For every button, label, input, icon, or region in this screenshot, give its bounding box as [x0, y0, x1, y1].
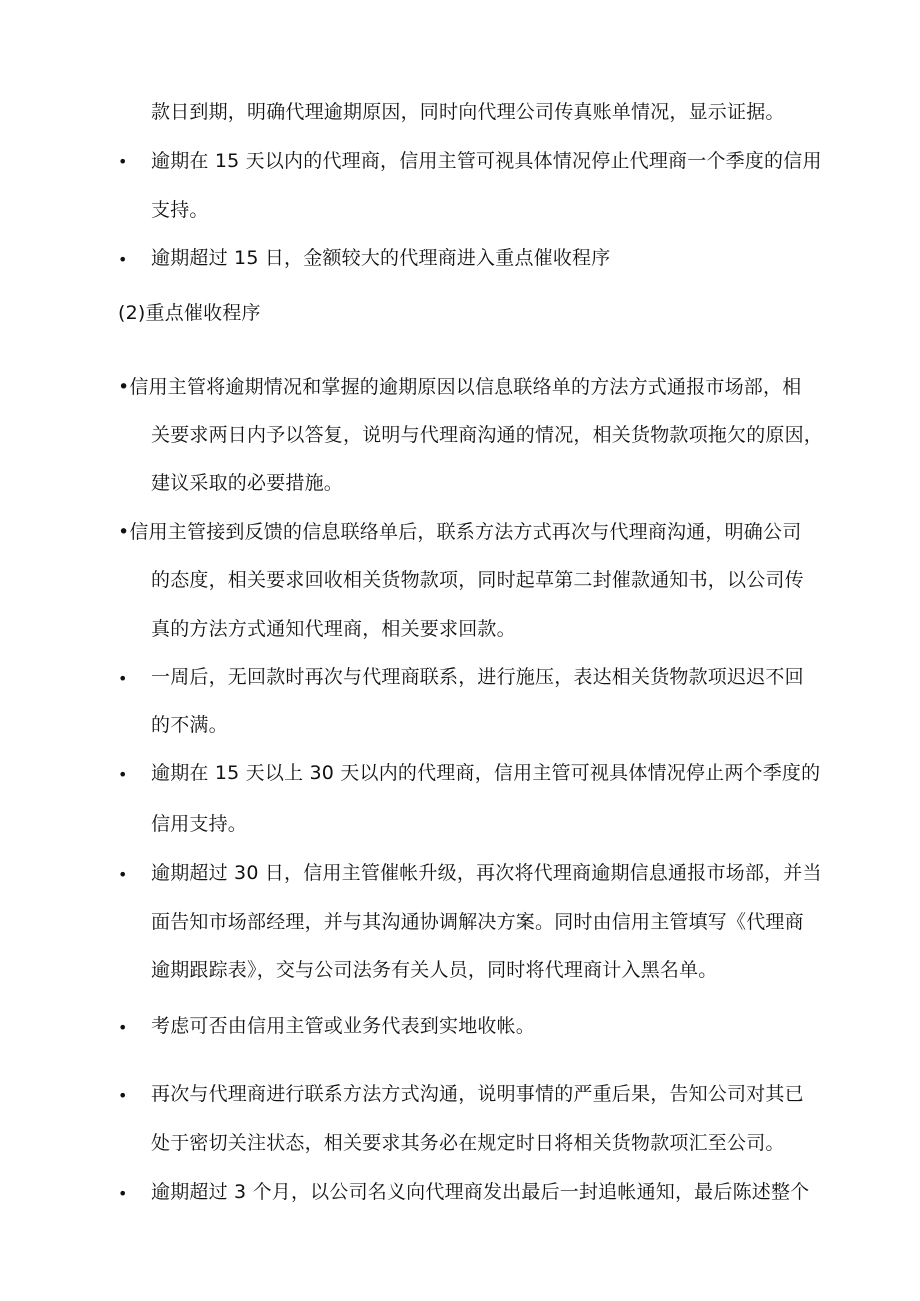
text-line: 关要求两日内予以答复，说明与代理商沟通的情况，相关货物款项拖欠的原因，	[151, 424, 824, 446]
text-line: 面告知市场部经理，并与其沟通协调解决方案。同时由信用主管填写《代理商	[151, 911, 804, 933]
text-line: 款日到期，明确代理逾期原因，同时向代理公司传真账单情况，显示证据。	[151, 101, 785, 123]
bullet-marker: •	[118, 865, 128, 884]
text-line: 一周后，无回款时再次与代理商联系，进行施压，表达相关货物款项迟迟不回	[151, 666, 804, 688]
text-line: 逾期在 15 天以上 30 天以内的代理商，信用主管可视具体情况停止两个季度的	[151, 762, 821, 784]
text-line: •信用主管接到反馈的信息联络单后，联系方法方式再次与代理商沟通，明确公司	[118, 521, 802, 543]
text-line: 真的方法方式通知代理商，相关要求回款。	[151, 618, 516, 640]
text-line: 逾期在 15 天以内的代理商，信用主管可视具体情况停止代理商一个季度的信用	[151, 150, 822, 172]
text-line: 处于密切关注状态，相关要求其务必在规定时日将相关货物款项汇至公司。	[151, 1132, 785, 1154]
bullet-marker: •	[118, 1018, 128, 1037]
bullet-marker: •	[118, 765, 128, 784]
bullet-marker: •	[118, 1086, 128, 1105]
text-line: 的态度，相关要求回收相关货物款项，同时起草第二封催款通知书，以公司传	[151, 569, 804, 591]
text-line: 逾期超过 15 日，金额较大的代理商进入重点催收程序	[151, 247, 611, 269]
bullet-marker: •	[118, 250, 128, 269]
text-line: 建议采取的必要措施。	[151, 472, 344, 494]
bullet-marker: •	[118, 152, 128, 171]
bullet-marker: •	[118, 1184, 128, 1203]
text-line: 逾期超过 30 日，信用主管催帐升级，再次将代理商逾期信息通报市场部，并当	[151, 862, 822, 884]
section-heading: (2)重点催收程序	[118, 302, 261, 324]
text-line: 逾期跟踪表》，交与公司法务有关人员，同时将代理商计入黑名单。	[151, 959, 718, 981]
text-line: 信用支持。	[151, 813, 248, 835]
text-line: 考虑可否由信用主管或业务代表到实地收帐。	[151, 1015, 536, 1037]
text-line: •信用主管将逾期情况和掌握的逾期原因以信息联络单的方法方式通报市场部，相	[118, 376, 802, 398]
bullet-marker: •	[118, 669, 128, 688]
text-line: 支持。	[151, 199, 209, 221]
text-line: 逾期超过 3 个月，以公司名义向代理商发出最后一封追帐通知，最后陈述整个	[151, 1181, 810, 1203]
text-line: 的不满。	[151, 714, 228, 736]
text-line: 再次与代理商进行联系方法方式沟通，说明事情的严重后果，告知公司对其已	[151, 1083, 804, 1105]
